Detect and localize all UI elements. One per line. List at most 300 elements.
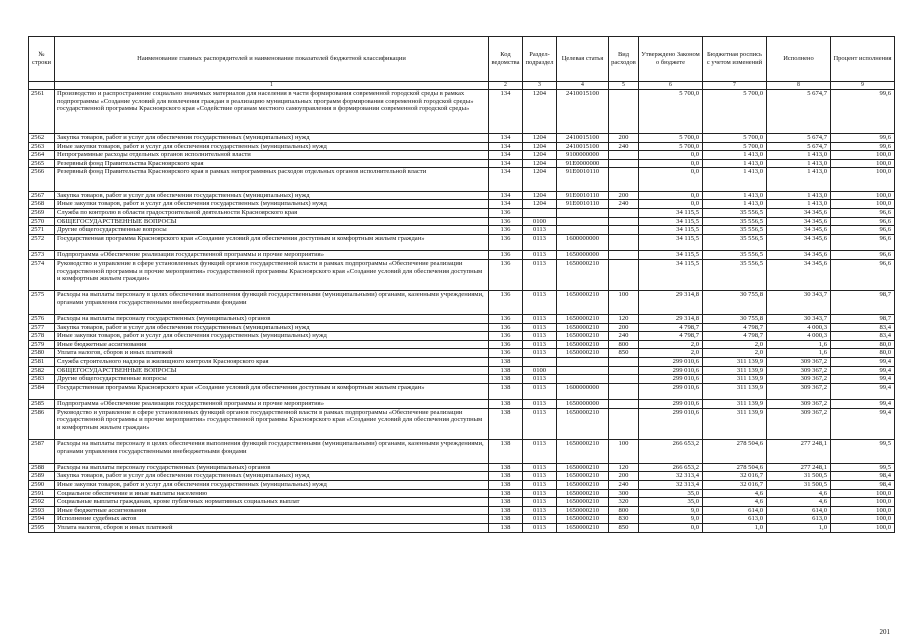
table-row	[29, 400, 895, 409]
percent-cell: 99,6	[831, 90, 895, 134]
razdel-cell: 0113	[523, 314, 557, 323]
name-cell: Резервный фонд Правительства Красноярского края в рамках непрограммных расходов отдельных органов исполнительной власти	[55, 168, 489, 192]
expense-type-cell: 240	[609, 480, 639, 489]
ved-cell: 138	[489, 489, 523, 498]
percent-cell: 98,7	[831, 291, 895, 315]
razdel-cell: 0100	[523, 366, 557, 375]
ved-cell: 138	[489, 463, 523, 472]
executed-cell: 31 500,5	[767, 480, 831, 489]
executed-cell: 4,6	[767, 498, 831, 507]
approved-cell: 34 115,5	[639, 209, 703, 218]
percent-cell: 96,6	[831, 259, 895, 291]
name-cell: Уплата налогов, сборов и иных платежей	[55, 349, 489, 358]
executed-cell: 277 248,1	[767, 463, 831, 472]
executed-cell: 1 413,0	[767, 191, 831, 200]
table-row	[29, 472, 895, 481]
row-number-cell: 2578	[29, 332, 55, 341]
column-number-row	[29, 82, 895, 90]
table-row	[29, 90, 895, 134]
ved-cell: 134	[489, 134, 523, 143]
expense-type-cell	[609, 400, 639, 409]
percent-cell: 99,4	[831, 383, 895, 400]
table-row	[29, 463, 895, 472]
ved-cell: 138	[489, 408, 523, 440]
row-number-cell: 2593	[29, 506, 55, 515]
percent-cell: 100,0	[831, 515, 895, 524]
target-article-cell	[557, 226, 609, 235]
row-number-cell: 2591	[29, 489, 55, 498]
approved-cell: 4 798,7	[639, 332, 703, 341]
executed-cell: 5 674,7	[767, 90, 831, 134]
target-article-cell: 1650000210	[557, 340, 609, 349]
percent-cell: 99,4	[831, 357, 895, 366]
razdel-cell: 0113	[523, 323, 557, 332]
razdel-cell: 1204	[523, 151, 557, 160]
expense-type-cell: 300	[609, 489, 639, 498]
approved-cell: 5 700,0	[639, 90, 703, 134]
percent-cell: 96,6	[831, 251, 895, 260]
expense-type-cell	[609, 383, 639, 400]
razdel-cell: 1204	[523, 159, 557, 168]
approved-cell: 29 314,8	[639, 291, 703, 315]
table-row	[29, 523, 895, 532]
plan-cell: 278 504,6	[703, 440, 767, 464]
name-cell: Другие общегосударственные вопросы	[55, 375, 489, 384]
approved-cell: 5 700,0	[639, 142, 703, 151]
executed-cell: 1,6	[767, 340, 831, 349]
approved-cell: 32 313,4	[639, 480, 703, 489]
razdel-cell: 1204	[523, 142, 557, 151]
razdel-cell: 0113	[523, 515, 557, 524]
executed-cell: 30 343,7	[767, 314, 831, 323]
approved-cell: 2,0	[639, 340, 703, 349]
plan-cell: 1,0	[703, 523, 767, 532]
percent-cell: 100,0	[831, 489, 895, 498]
target-article-cell: 1650000210	[557, 463, 609, 472]
razdel-cell: 0113	[523, 375, 557, 384]
plan-cell: 1 413,0	[703, 200, 767, 209]
expense-type-cell: 200	[609, 191, 639, 200]
table-row	[29, 191, 895, 200]
name-cell: Другие общегосударственные вопросы	[55, 226, 489, 235]
table-row	[29, 142, 895, 151]
expense-type-cell	[609, 357, 639, 366]
ved-cell: 138	[489, 400, 523, 409]
executed-cell: 34 345,6	[767, 251, 831, 260]
expense-type-cell	[609, 408, 639, 440]
percent-cell: 99,6	[831, 134, 895, 143]
target-article-cell: 2410015100	[557, 90, 609, 134]
percent-cell: 96,6	[831, 234, 895, 251]
ved-cell: 136	[489, 226, 523, 235]
plan-cell: 311 139,9	[703, 408, 767, 440]
table-body	[29, 90, 895, 533]
approved-cell: 299 010,6	[639, 400, 703, 409]
approved-cell: 0,0	[639, 151, 703, 160]
percent-cell: 99,4	[831, 408, 895, 440]
target-article-cell: 1650000210	[557, 259, 609, 291]
approved-cell: 4 798,7	[639, 323, 703, 332]
plan-cell: 2,0	[703, 349, 767, 358]
header-expense-type: Вид расходов	[609, 37, 639, 82]
expense-type-cell	[609, 259, 639, 291]
header-row-number: № строки	[29, 37, 55, 82]
approved-cell: 299 010,6	[639, 375, 703, 384]
plan-cell: 5 700,0	[703, 142, 767, 151]
razdel-cell: 1204	[523, 168, 557, 192]
table-row	[29, 480, 895, 489]
table-row	[29, 515, 895, 524]
name-cell: Закупка товаров, работ и услуг для обеспечения государственных (муниципальных) нужд	[55, 472, 489, 481]
table-row	[29, 159, 895, 168]
percent-cell: 83,4	[831, 323, 895, 332]
target-article-cell	[557, 366, 609, 375]
executed-cell: 4,6	[767, 489, 831, 498]
table-row	[29, 200, 895, 209]
row-number-cell: 2595	[29, 523, 55, 532]
ved-cell: 136	[489, 314, 523, 323]
razdel-cell: 0113	[523, 408, 557, 440]
row-number-cell: 2581	[29, 357, 55, 366]
plan-cell: 613,0	[703, 515, 767, 524]
row-number-cell: 2561	[29, 90, 55, 134]
razdel-cell: 0113	[523, 340, 557, 349]
target-article-cell: 1650000210	[557, 349, 609, 358]
target-article-cell: 1650000000	[557, 400, 609, 409]
executed-cell: 614,0	[767, 506, 831, 515]
expense-type-cell: 240	[609, 332, 639, 341]
percent-cell: 98,4	[831, 480, 895, 489]
razdel-cell: 0113	[523, 332, 557, 341]
plan-cell: 35 556,5	[703, 217, 767, 226]
name-cell: Государственная программа Красноярского края «Создание условий для обеспечения доступным и комфортным жильем граждан»	[55, 234, 489, 251]
razdel-cell: 0113	[523, 251, 557, 260]
target-article-cell: 1650000210	[557, 440, 609, 464]
percent-cell: 100,0	[831, 498, 895, 507]
expense-type-cell	[609, 375, 639, 384]
razdel-cell: 1204	[523, 90, 557, 134]
ved-cell: 134	[489, 159, 523, 168]
row-number-cell: 2563	[29, 142, 55, 151]
name-cell: Исполнение судебных актов	[55, 515, 489, 524]
executed-cell: 34 345,6	[767, 259, 831, 291]
percent-cell: 99,5	[831, 463, 895, 472]
razdel-cell: 0113	[523, 291, 557, 315]
approved-cell: 0,0	[639, 523, 703, 532]
plan-cell: 1 413,0	[703, 168, 767, 192]
razdel-cell: 0113	[523, 498, 557, 507]
row-number-cell: 2574	[29, 259, 55, 291]
name-cell: Расходы на выплаты персоналу государственных (муниципальных) органов	[55, 463, 489, 472]
name-cell: Руководство и управление в сфере установленных функций органов государственной власти в рамках подпрограммы «Обеспечение реализации государственной программы и прочие мероприятия» государственной программы Красноярского края «Создание условий для обеспечения доступным и комфортным жильем граждан»	[55, 259, 489, 291]
table-row	[29, 209, 895, 218]
ved-cell: 134	[489, 191, 523, 200]
approved-cell: 29 314,8	[639, 314, 703, 323]
percent-cell: 100,0	[831, 191, 895, 200]
percent-cell: 98,4	[831, 472, 895, 481]
razdel-cell	[523, 357, 557, 366]
ved-cell: 136	[489, 217, 523, 226]
plan-cell: 614,0	[703, 506, 767, 515]
target-article-cell: 2410015100	[557, 134, 609, 143]
name-cell: Подпрограмма «Обеспечение реализации государственной программы и прочие мероприятия»	[55, 400, 489, 409]
plan-cell: 4 798,7	[703, 323, 767, 332]
percent-cell: 99,4	[831, 400, 895, 409]
ved-cell: 138	[489, 440, 523, 464]
column-number-cell: 4	[557, 82, 609, 90]
target-article-cell: 1650000210	[557, 314, 609, 323]
table-row	[29, 340, 895, 349]
plan-cell: 1 413,0	[703, 191, 767, 200]
expense-type-cell: 200	[609, 323, 639, 332]
executed-cell: 1,6	[767, 349, 831, 358]
razdel-cell: 0113	[523, 523, 557, 532]
row-number-cell: 2592	[29, 498, 55, 507]
expense-type-cell	[609, 90, 639, 134]
name-cell: Социальные выплаты гражданам, кроме публичных нормативных социальных выплат	[55, 498, 489, 507]
name-cell: Производство и распространение социально значимых материалов для населения в части формирования современной городской среды в рамках подпрограммы «Создание условий для вовлечения граждан в реализацию муниципальных программ формирования современной городской среды» государственной программы Красноярского края «Содействие органам местного самоуправления в формировании современной городской среды»	[55, 90, 489, 134]
expense-type-cell	[609, 209, 639, 218]
percent-cell: 96,6	[831, 209, 895, 218]
column-number-cell: 3	[523, 82, 557, 90]
percent-cell: 80,0	[831, 340, 895, 349]
plan-cell: 35 556,5	[703, 251, 767, 260]
percent-cell: 99,4	[831, 375, 895, 384]
expense-type-cell: 320	[609, 498, 639, 507]
razdel-cell: 0113	[523, 489, 557, 498]
table-row	[29, 375, 895, 384]
row-number-cell: 2575	[29, 291, 55, 315]
target-article-cell: 2410015100	[557, 142, 609, 151]
razdel-cell: 0113	[523, 440, 557, 464]
executed-cell: 309 367,2	[767, 366, 831, 375]
name-cell: Расходы на выплаты персоналу государственных (муниципальных) органов	[55, 314, 489, 323]
column-number-cell: 7	[703, 82, 767, 90]
approved-cell: 0,0	[639, 200, 703, 209]
plan-cell: 35 556,5	[703, 226, 767, 235]
target-article-cell: 1650000210	[557, 291, 609, 315]
executed-cell: 34 345,6	[767, 209, 831, 218]
target-article-cell: 1650000210	[557, 332, 609, 341]
expense-type-cell	[609, 251, 639, 260]
plan-cell: 30 755,8	[703, 314, 767, 323]
target-article-cell: 1650000210	[557, 489, 609, 498]
target-article-cell: 1650000210	[557, 498, 609, 507]
plan-cell: 32 016,7	[703, 472, 767, 481]
expense-type-cell	[609, 366, 639, 375]
ved-cell: 136	[489, 209, 523, 218]
target-article-cell	[557, 217, 609, 226]
plan-cell: 311 139,9	[703, 357, 767, 366]
name-cell: Закупка товаров, работ и услуг для обеспечения государственных (муниципальных) нужд	[55, 134, 489, 143]
percent-cell: 96,6	[831, 217, 895, 226]
target-article-cell: 91E0000000	[557, 159, 609, 168]
percent-cell: 100,0	[831, 168, 895, 192]
expense-type-cell	[609, 226, 639, 235]
row-number-cell: 2586	[29, 408, 55, 440]
percent-cell: 100,0	[831, 200, 895, 209]
percent-cell: 100,0	[831, 523, 895, 532]
approved-cell: 35,0	[639, 489, 703, 498]
row-number-cell: 2565	[29, 159, 55, 168]
table-row	[29, 168, 895, 192]
ved-cell: 138	[489, 506, 523, 515]
table-row	[29, 314, 895, 323]
percent-cell: 80,0	[831, 349, 895, 358]
percent-cell: 96,6	[831, 226, 895, 235]
ved-cell: 134	[489, 151, 523, 160]
table-row	[29, 217, 895, 226]
row-number-cell: 2584	[29, 383, 55, 400]
target-article-cell	[557, 375, 609, 384]
table-row	[29, 151, 895, 160]
page-number: 201	[879, 628, 890, 636]
target-article-cell	[557, 209, 609, 218]
name-cell: Социальное обеспечение и иные выплаты населению	[55, 489, 489, 498]
name-cell: Служба по контролю в области градостроительной деятельности Красноярского края	[55, 209, 489, 218]
row-number-cell: 2576	[29, 314, 55, 323]
plan-cell: 1 413,0	[703, 151, 767, 160]
ved-cell: 136	[489, 234, 523, 251]
razdel-cell: 0100	[523, 217, 557, 226]
name-cell: ОБЩЕГОСУДАРСТВЕННЫЕ ВОПРОСЫ	[55, 217, 489, 226]
executed-cell: 1,0	[767, 523, 831, 532]
executed-cell: 30 343,7	[767, 291, 831, 315]
row-number-cell: 2566	[29, 168, 55, 192]
target-article-cell: 1650000210	[557, 515, 609, 524]
ved-cell: 138	[489, 383, 523, 400]
ved-cell: 134	[489, 142, 523, 151]
table-row	[29, 323, 895, 332]
expense-type-cell	[609, 151, 639, 160]
table-row	[29, 506, 895, 515]
executed-cell: 34 345,6	[767, 234, 831, 251]
ved-cell: 136	[489, 332, 523, 341]
executed-cell: 4 000,3	[767, 323, 831, 332]
ved-cell: 138	[489, 357, 523, 366]
approved-cell: 299 010,6	[639, 383, 703, 400]
column-number-cell: 1	[55, 82, 489, 90]
approved-cell: 266 653,2	[639, 440, 703, 464]
ved-cell: 136	[489, 291, 523, 315]
table-row	[29, 234, 895, 251]
razdel-cell: 0113	[523, 259, 557, 291]
table-row	[29, 440, 895, 464]
plan-cell: 2,0	[703, 340, 767, 349]
row-number-cell: 2587	[29, 440, 55, 464]
name-cell: Расходы на выплаты персоналу в целях обеспечения выполнения функций государственными (муниципальными) органами, казенными учреждениями, органами управления государственными внебюджетными фондами	[55, 440, 489, 464]
plan-cell: 311 139,9	[703, 400, 767, 409]
header-percent: Процент исполнения	[831, 37, 895, 82]
percent-cell: 100,0	[831, 159, 895, 168]
plan-cell: 30 755,8	[703, 291, 767, 315]
expense-type-cell: 850	[609, 523, 639, 532]
executed-cell: 34 345,6	[767, 226, 831, 235]
target-article-cell: 1650000210	[557, 323, 609, 332]
approved-cell: 266 653,2	[639, 463, 703, 472]
column-number-cell: 6	[639, 82, 703, 90]
table-row	[29, 383, 895, 400]
target-article-cell: 91E0010110	[557, 200, 609, 209]
executed-cell: 1 413,0	[767, 168, 831, 192]
header-plan: Бюджетная роспись с учетом изменений	[703, 37, 767, 82]
approved-cell: 2,0	[639, 349, 703, 358]
razdel-cell: 0113	[523, 349, 557, 358]
executed-cell: 34 345,6	[767, 217, 831, 226]
ved-cell: 138	[489, 480, 523, 489]
approved-cell: 299 010,6	[639, 408, 703, 440]
ved-cell: 136	[489, 323, 523, 332]
name-cell: Иные закупки товаров, работ и услуг для обеспечения государственных (муниципальных) нужд	[55, 480, 489, 489]
target-article-cell: 1650000210	[557, 408, 609, 440]
ved-cell: 134	[489, 90, 523, 134]
plan-cell: 4,6	[703, 498, 767, 507]
target-article-cell: 91E0010110	[557, 191, 609, 200]
razdel-cell: 0113	[523, 226, 557, 235]
target-article-cell: 9100000000	[557, 151, 609, 160]
name-cell: Государственная программа Красноярского края «Создание условий для обеспечения доступным и комфортным жильем граждан»	[55, 383, 489, 400]
expense-type-cell: 100	[609, 440, 639, 464]
name-cell: ОБЩЕГОСУДАРСТВЕННЫЕ ВОПРОСЫ	[55, 366, 489, 375]
ved-cell: 138	[489, 366, 523, 375]
target-article-cell: 1650000210	[557, 480, 609, 489]
approved-cell: 34 115,5	[639, 226, 703, 235]
ved-cell: 138	[489, 472, 523, 481]
column-number-cell	[29, 82, 55, 90]
plan-cell: 35 556,5	[703, 234, 767, 251]
name-cell: Расходы на выплаты персоналу в целях обеспечения выполнения функций государственными (муниципальными) органами, казенными учреждениями, органами управления государственными внебюджетными фондами	[55, 291, 489, 315]
plan-cell: 311 139,9	[703, 383, 767, 400]
row-number-cell: 2567	[29, 191, 55, 200]
ved-cell: 134	[489, 200, 523, 209]
expense-type-cell: 120	[609, 314, 639, 323]
table-row	[29, 251, 895, 260]
plan-cell: 32 016,7	[703, 480, 767, 489]
plan-cell: 4,6	[703, 489, 767, 498]
row-number-cell: 2588	[29, 463, 55, 472]
name-cell: Руководство и управление в сфере установленных функций органов государственной власти в рамках подпрограммы «Обеспечение реализации государственной программы и прочие мероприятия» государственной программы Красноярского края «Создание условий для обеспечения доступным и комфортным жильем граждан»	[55, 408, 489, 440]
row-number-cell: 2571	[29, 226, 55, 235]
approved-cell: 5 700,0	[639, 134, 703, 143]
approved-cell: 299 010,6	[639, 357, 703, 366]
expense-type-cell	[609, 217, 639, 226]
target-article-cell: 91E0010110	[557, 168, 609, 192]
expense-type-cell: 240	[609, 142, 639, 151]
row-number-cell: 2562	[29, 134, 55, 143]
razdel-cell	[523, 209, 557, 218]
razdel-cell: 0113	[523, 234, 557, 251]
expense-type-cell: 120	[609, 463, 639, 472]
table-row	[29, 366, 895, 375]
executed-cell: 613,0	[767, 515, 831, 524]
budget-table	[28, 36, 895, 533]
row-number-cell: 2570	[29, 217, 55, 226]
approved-cell: 34 115,5	[639, 234, 703, 251]
plan-cell: 35 556,5	[703, 259, 767, 291]
target-article-cell	[557, 357, 609, 366]
ved-cell: 138	[489, 498, 523, 507]
target-article-cell: 1600000000	[557, 234, 609, 251]
name-cell: Служба строительного надзора и жилищного контроля Красноярского края	[55, 357, 489, 366]
expense-type-cell: 100	[609, 291, 639, 315]
expense-type-cell: 850	[609, 349, 639, 358]
expense-type-cell: 200	[609, 472, 639, 481]
ved-cell: 134	[489, 168, 523, 192]
approved-cell: 35,0	[639, 498, 703, 507]
approved-cell: 34 115,5	[639, 259, 703, 291]
razdel-cell: 0113	[523, 463, 557, 472]
razdel-cell: 1204	[523, 134, 557, 143]
